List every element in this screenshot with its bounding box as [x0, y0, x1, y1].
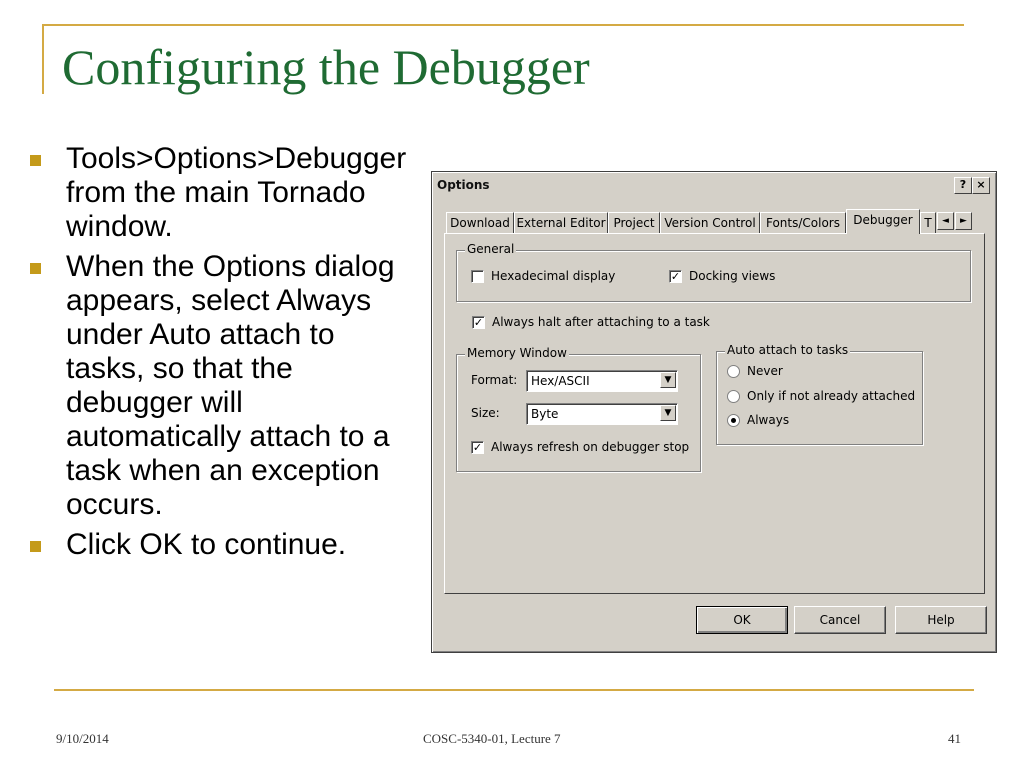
- only-if-not-attached-label: Only if not already attached: [747, 389, 916, 403]
- chevron-down-icon[interactable]: ▼: [660, 405, 676, 421]
- footer-course: COSC-5340-01, Lecture 7: [423, 731, 561, 746]
- docking-views-checkbox[interactable]: ✓: [670, 269, 681, 283]
- always-halt-option[interactable]: [472, 315, 710, 329]
- help-title-button[interactable]: ?: [954, 177, 972, 194]
- memory-window-group-label: Memory Window: [467, 346, 567, 360]
- always-halt-label: Always halt after attaching to a task: [492, 315, 710, 329]
- options-dialog: [431, 171, 997, 653]
- footer-date: 9/10/2014: [56, 731, 109, 746]
- dialog-title: Options: [437, 178, 490, 192]
- tab-external-editor[interactable]: External Editor: [514, 212, 608, 234]
- bullet-list: [30, 142, 410, 568]
- bullet-item: [30, 250, 410, 522]
- size-select[interactable]: [526, 403, 678, 425]
- debugger-tab-panel: [444, 233, 985, 594]
- close-button[interactable]: ×: [972, 177, 990, 194]
- general-group-label: General: [467, 242, 515, 256]
- auto-attach-only-if-option[interactable]: [727, 389, 915, 403]
- general-group: [456, 242, 971, 302]
- memory-window-group: [456, 346, 701, 472]
- hexadecimal-display-checkbox[interactable]: [471, 270, 484, 283]
- title-rule-top: [44, 24, 964, 26]
- bullet-square-icon: [30, 541, 41, 552]
- tab-fonts-colors[interactable]: Fonts/Colors: [760, 212, 846, 234]
- bullet-square-icon: [30, 155, 41, 166]
- always-radio[interactable]: [727, 414, 740, 427]
- footer-page-number: 41: [948, 731, 961, 746]
- tab-project[interactable]: Project: [608, 212, 660, 234]
- never-label: Never: [747, 364, 783, 378]
- tab-debugger[interactable]: Debugger: [846, 209, 920, 234]
- dialog-titlebar[interactable]: [434, 174, 994, 196]
- format-value: Hex/ASCII: [531, 374, 590, 388]
- always-refresh-option[interactable]: [471, 440, 689, 454]
- tab-scroll-left-icon[interactable]: ◄: [937, 212, 954, 230]
- size-label: Size:: [471, 406, 500, 420]
- auto-attach-always-option[interactable]: [727, 413, 789, 427]
- ok-button[interactable]: OK: [696, 606, 788, 634]
- title-rule-left: [42, 24, 44, 94]
- size-value: Byte: [531, 407, 559, 421]
- always-refresh-checkbox[interactable]: ✓: [472, 440, 483, 454]
- never-radio[interactable]: [727, 365, 740, 378]
- footer-rule: [54, 689, 974, 691]
- bullet-square-icon: [30, 263, 41, 274]
- bullet-item: [30, 528, 410, 562]
- hexadecimal-display-option[interactable]: [471, 269, 615, 283]
- chevron-down-icon[interactable]: ▼: [660, 372, 676, 388]
- tab-truncated[interactable]: T: [920, 212, 936, 234]
- bullet-text: Click OK to continue.: [66, 528, 347, 561]
- cancel-button[interactable]: Cancel: [794, 606, 886, 634]
- bullet-text: When the Options dialog appears, select Always under Auto attach to tasks, so that the debugger will automatically attach to a task when an exception occurs.: [66, 250, 395, 521]
- only-if-not-attached-radio[interactable]: [727, 390, 740, 403]
- format-select[interactable]: [526, 370, 678, 392]
- auto-attach-never-option[interactable]: [727, 364, 783, 378]
- docking-views-option[interactable]: [669, 269, 775, 283]
- docking-views-label: Docking views: [689, 269, 776, 283]
- always-label: Always: [747, 413, 790, 427]
- always-refresh-label: Always refresh on debugger stop: [491, 440, 690, 454]
- tab-version-control[interactable]: Version Control: [660, 212, 760, 234]
- help-button[interactable]: Help: [895, 606, 987, 634]
- bullet-text: Tools>Options>Debugger from the main Tornado window.: [66, 142, 407, 243]
- auto-attach-group-label: Auto attach to tasks: [727, 343, 849, 357]
- tab-download[interactable]: Download: [446, 212, 514, 234]
- format-label: Format:: [471, 373, 518, 387]
- hexadecimal-display-label: Hexadecimal display: [491, 269, 616, 283]
- radio-selected-dot: [731, 418, 736, 423]
- always-halt-checkbox[interactable]: ✓: [473, 315, 484, 329]
- bullet-item: [30, 142, 410, 244]
- auto-attach-group: [716, 343, 923, 445]
- slide-title: Configuring the Debugger: [62, 39, 590, 95]
- tab-scroll-right-icon[interactable]: ►: [955, 212, 972, 230]
